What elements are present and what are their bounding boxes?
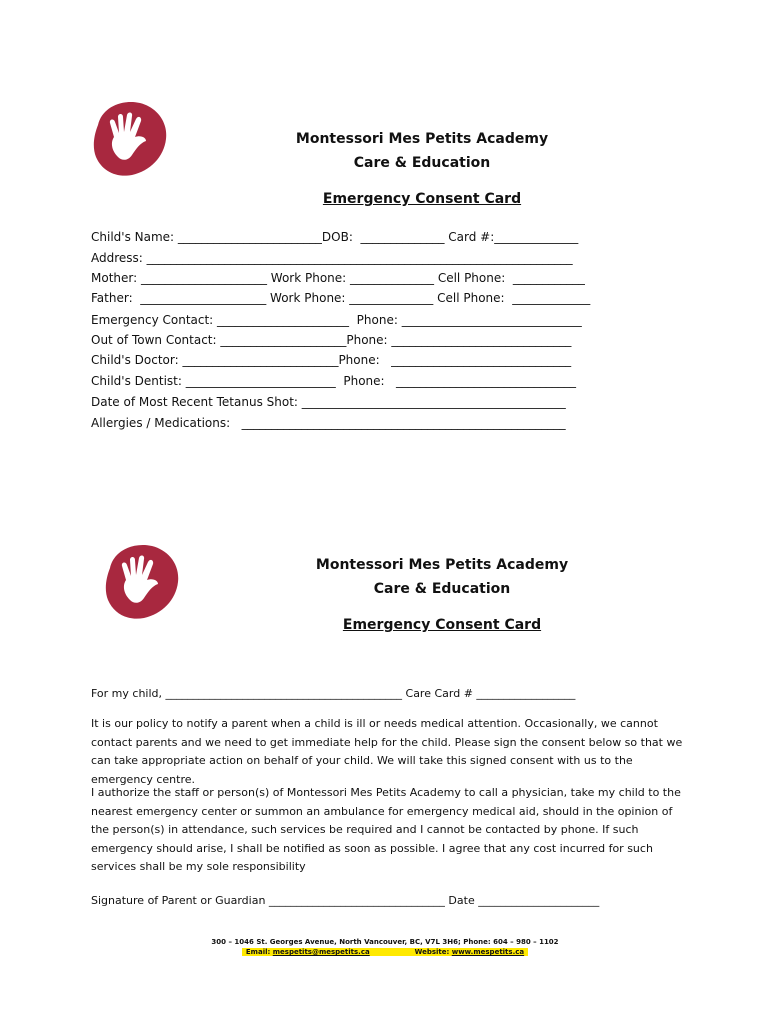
email-link[interactable]: mespetits@mespetits.ca	[272, 948, 370, 956]
website-link[interactable]: www.mespetits.ca	[451, 948, 525, 956]
school-subtitle: Care & Education	[373, 581, 511, 597]
tetanus-shot-row[interactable]: Date of Most Recent Tetanus Shot: ____________________________________________	[91, 395, 566, 409]
mother-row[interactable]: Mother: _____________________ Work Phone: ______________ Cell Phone: ____________	[91, 271, 585, 285]
footer-address: 300 – 1046 St. Georges Avenue, North Vancouver, BC, V7L 3H6; Phone: 604 – 980 – 1102	[211, 938, 559, 946]
hand-print-icon	[100, 538, 186, 622]
school-logo-bottom	[100, 538, 186, 622]
hand-print-icon	[88, 95, 174, 179]
card2-header	[292, 553, 592, 633]
childs-doctor-row[interactable]: Child's Doctor: __________________________Phone: ______________________________	[91, 353, 572, 367]
authorization-paragraph: I authorize the staff or person(s) of Montessori Mes Petits Academy to call a physician, take my child to the nearest emergency center or summon an ambulance for emergency medical aid, should in the opinion of the person(s) in attendance, such services be required and I cannot be contacted by phone. If such emergency should arise, I shall be notified as soon as possible. I agree that any cost incurred for such services shall be my sole responsibility	[91, 786, 681, 873]
card1-header	[272, 127, 572, 207]
card-title: Emergency Consent Card	[342, 617, 542, 633]
website-label: Website:	[414, 948, 452, 956]
allergies-row[interactable]: Allergies / Medications: ______________________________________________________	[91, 416, 566, 430]
school-subtitle: Care & Education	[353, 155, 491, 171]
childs-dentist-row[interactable]: Child's Dentist: _________________________ Phone: ______________________________	[91, 374, 577, 388]
footer-contact	[242, 948, 528, 956]
signature-row[interactable]: Signature of Parent or Guardian ________________________________ Date ______________________	[91, 894, 600, 907]
father-row[interactable]: Father: _____________________ Work Phone: ______________ Cell Phone: _____________	[91, 291, 591, 305]
school-logo-top	[88, 95, 174, 179]
email-label: Email:	[245, 948, 273, 956]
out-of-town-contact-row[interactable]: Out of Town Contact: _____________________Phone: ______________________________	[91, 333, 572, 347]
emergency-contact-row[interactable]: Emergency Contact: ______________________ Phone: ______________________________	[91, 313, 582, 327]
for-my-child-row[interactable]: For my child, ___________________________________________ Care Card # __________________	[91, 687, 576, 700]
card-title: Emergency Consent Card	[322, 191, 522, 207]
policy-paragraph: It is our policy to notify a parent when a child is ill or needs medical attention. Occasionally, we cannot contact parents and we need to get immediate help for the child. Please sign the consent below so that we can take appropriate action on behalf of your child. We will take this signed consent with us to the emergency centre.	[91, 717, 683, 786]
childs-name-row[interactable]: Child's Name: ________________________DOB: ______________ Card #:______________	[91, 230, 579, 244]
footer	[0, 938, 770, 956]
address-row[interactable]: Address: _______________________________________________________________________	[91, 251, 573, 265]
school-name: Montessori Mes Petits Academy	[315, 557, 569, 573]
school-name: Montessori Mes Petits Academy	[295, 131, 549, 147]
